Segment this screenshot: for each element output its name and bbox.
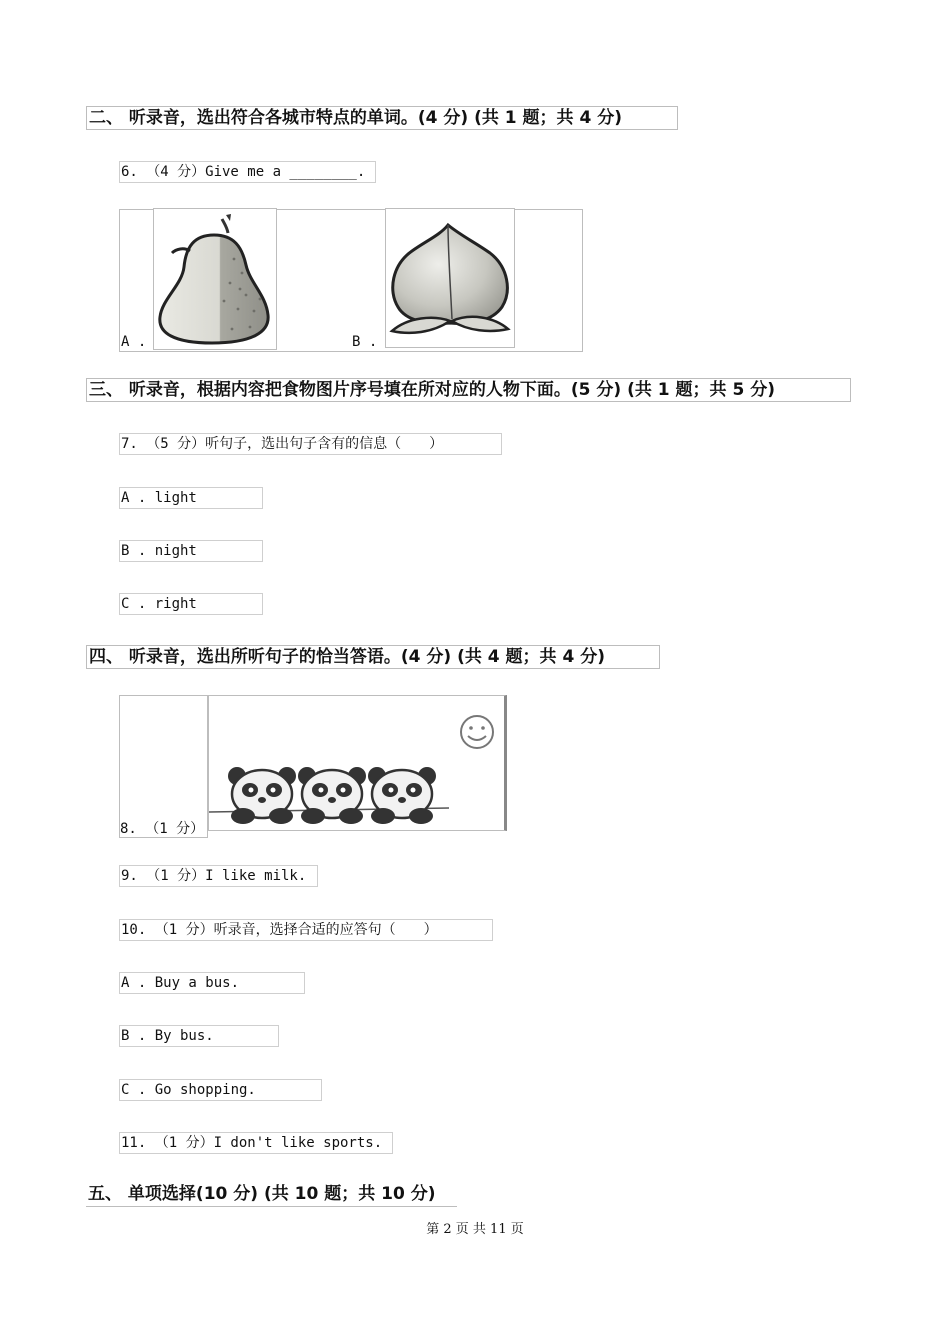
question-8-box (119, 695, 208, 838)
peach-icon (386, 209, 514, 347)
peach-image (385, 208, 515, 348)
pandas-image (208, 695, 507, 831)
page-number: 第 2 页 共 11 页 (426, 1222, 524, 1237)
section-heading-5: 五、 单项选择(10 分) (共 10 题；共 10 分) (86, 1183, 457, 1207)
option-a-label: A . (121, 334, 147, 350)
option-b-label: B . (352, 334, 378, 350)
section-heading-4: 四、 听录音，选出所听句子的恰当答语。(4 分) (共 4 题；共 4 分) (86, 645, 660, 669)
question-6-stem: 6. （4 分）Give me a ________. (119, 161, 376, 183)
question-11-stem: 11. （1 分）I don't like sports. (119, 1132, 393, 1154)
question-10-option-a: A . Buy a bus. (119, 972, 305, 994)
smiley-icon (461, 716, 493, 748)
question-10-stem: 10. （1 分）听录音，选择合适的应答句（ ） (119, 919, 493, 941)
pear-icon (154, 209, 276, 349)
section-heading-3: 三、 听录音，根据内容把食物图片序号填在所对应的人物下面。(5 分) (共 1 题；共 5 分) (86, 378, 851, 402)
question-9-stem: 9. （1 分）I like milk. (119, 865, 318, 887)
question-8-stem: 8. （1 分） (120, 821, 205, 837)
pandas-with-smiley-icon (209, 696, 503, 830)
question-7-option-c: C . right (119, 593, 263, 615)
question-7-option-b: B . night (119, 540, 263, 562)
question-10-option-c: C . Go shopping. (119, 1079, 322, 1101)
question-10-option-b: B . By bus. (119, 1025, 279, 1047)
section-heading-2: 二、 听录音，选出符合各城市特点的单词。(4 分) (共 1 题；共 4 分) (86, 106, 678, 130)
question-7-option-a: A . light (119, 487, 263, 509)
question-7-stem: 7. （5 分）听句子，选出句子含有的信息（ ） (119, 433, 502, 455)
pear-image (153, 208, 277, 350)
